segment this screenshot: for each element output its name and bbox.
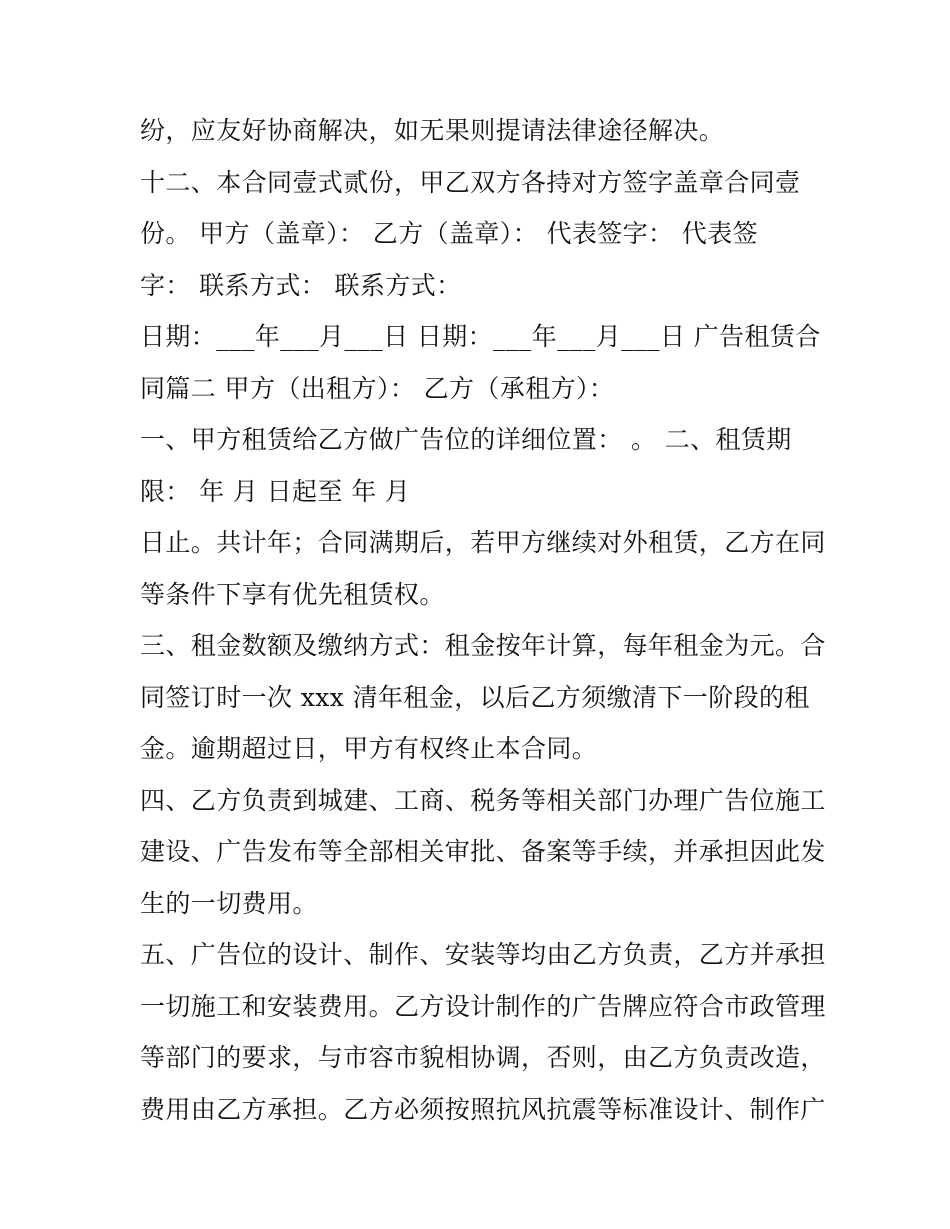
text-line-18: 一切施工和安装费用。乙方设计制作的广告牌应符合市政管理 — [140, 991, 826, 1021]
text-line-20: 费用由乙方承担。乙方必须按照抗风抗震等标准设计、制作广 — [140, 1094, 826, 1124]
text-line-1: 纷，应友好协商解决，如无果则提请法律途径解决。 — [140, 116, 725, 145]
text-line-13: 金。逾期超过日，甲方有权终止本合同。 — [140, 734, 598, 763]
text-line-5: 日期：___年___月___日 日期：___年___月___日 广告租赁合 — [140, 322, 821, 351]
text-line-6: 同篇二 甲方（出租方）： 乙方（承租方）： — [140, 373, 615, 403]
text-line-15: 建设、广告发布等全部相关审批、备案等手续，并承担因此发 — [140, 837, 826, 866]
text-line-10: 等条件下享有优先租赁权。 — [140, 579, 445, 609]
text-line-12: 同签订时一次 xxx 清年租金，以后乙方须缴清下一阶段的租 — [140, 682, 810, 712]
text-line-14: 四、乙方负责到城建、工商、税务等相关部门办理广告位施工 — [140, 785, 826, 815]
text-line-16: 生的一切费用。 — [140, 888, 318, 918]
text-line-9: 日止。共计年；合同满期后，若甲方继续对外租赁，乙方在同 — [140, 528, 826, 557]
text-line-7: 一、甲方租赁给乙方做广告位的详细位置： 。 二、租赁期 — [140, 425, 792, 454]
contract-body-text — [140, 105, 826, 1135]
text-line-17: 五、广告位的设计、制作、安装等均由乙方负责，乙方并承担 — [140, 940, 826, 969]
text-line-8: 限： 年 月 日起至 年 月 — [140, 476, 411, 506]
text-line-4: 字： 联系方式： 联系方式： — [140, 270, 462, 300]
text-line-3: 份。 甲方（盖章）： 乙方（盖章）： 代表签字： 代表签 — [140, 219, 758, 248]
text-line-2: 十二、本合同壹式贰份，甲乙双方各持对方签字盖章合同壹 — [140, 167, 801, 197]
text-line-11: 三、租金数额及缴纳方式：租金按年计算，每年租金为元。合 — [140, 631, 826, 660]
text-line-19: 等部门的要求，与市容市貌相协调，否则，由乙方负责改造， — [140, 1043, 826, 1072]
